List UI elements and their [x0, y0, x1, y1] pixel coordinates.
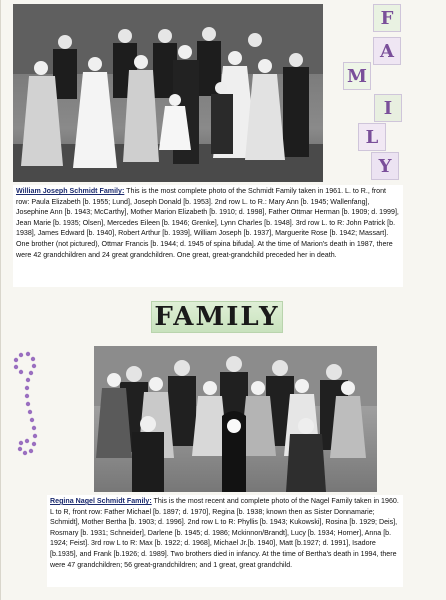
family-photo-1961-image — [13, 4, 323, 182]
schmidt-family-caption-title: William Joseph Schmidt Family: — [16, 187, 125, 195]
rhinestone-swirl-icon — [1, 340, 61, 490]
schmidt-family-photo — [13, 4, 323, 182]
nagel-family-caption — [47, 495, 403, 587]
letter-tile-i: I — [374, 94, 402, 122]
family-photo-1960-image — [94, 346, 377, 492]
nagel-family-caption-title: Regina Nagel Schmidt Family: — [50, 497, 152, 505]
nagel-family-caption-text: This is the most recent and complete photo of the Nagel Family taken in 1960. L to R, front row: Father Michael [b. 1897; d. 1970], Regina [b. 1938; known then as Sister Donnamarie; Schmidt], Mother Bertha [b. 1903; d. 1996]. 2nd row L to R: Phyllis [b. 1943; Kukowski], Rosina [b. 1929; Deis], Rosmary [b. 1931; Schneider], Darlene [b. 1945; d. 1986; Mckinnon/Brandt], Lucy [b. 1934; Horner], Anna [b. 1924; Feist]. 3rd row L to R: Max [b. 1922; d. 1968], Michael Jr.[b. 1940], Matt [b.1927; d. 1991], Isadore [b.1935], and Frank [b.1926; d. 1989]. Two brothers died in infancy. At the time of Bertha's death in 1994, there were 47 grandchildren; 56 great-grandchildren; and 1 great, great grandchild. — [50, 497, 399, 569]
letter-tile-l: L — [358, 123, 386, 151]
letter-tile-a: A — [373, 37, 401, 65]
schmidt-family-caption — [13, 185, 403, 287]
schmidt-family-caption-text: This is the most complete photo of the Schmidt Family taken in 1961. L. to R., front row: Paula Elizabeth [b. 1955; Lund], Joseph Donald [b. 1953]. 2nd row L. to R.: Mary Ann [b. 1945; Wallenfang], Josephine Ann [b. 1943; McCarthy], Mother Marion Elizabeth [b. 1910; d. 1998], Father Ottmar Herman [b. 1909; d. 1999], Jean Marie [b. 1935; Olsen], Mercedes Eileen [b. 1946; Grenke], Lynn Charles [b. 1948]. 3rd row L. to R: John Patrick [b. 1938], James Edward [b. 1940], Robert Arthur [b. 1939], William Joseph [b. 1937], Marguerite Rose [b. 1942; Massart]. One brother (not pictured), Ottmar Francis [b. 1944; d. 1945 of spina bifuda]. At the time of Marion's death in 1987, there were 42 grandchildren and 24 great grandchildren. One great, great-grandchild preceded her in death. — [16, 187, 399, 259]
letter-tile-m: M — [343, 62, 371, 90]
letter-tile-y: Y — [371, 152, 399, 180]
letter-tile-f: F — [373, 4, 401, 32]
nagel-family-photo — [94, 346, 377, 492]
family-heading-label: FAMILY — [151, 301, 283, 333]
